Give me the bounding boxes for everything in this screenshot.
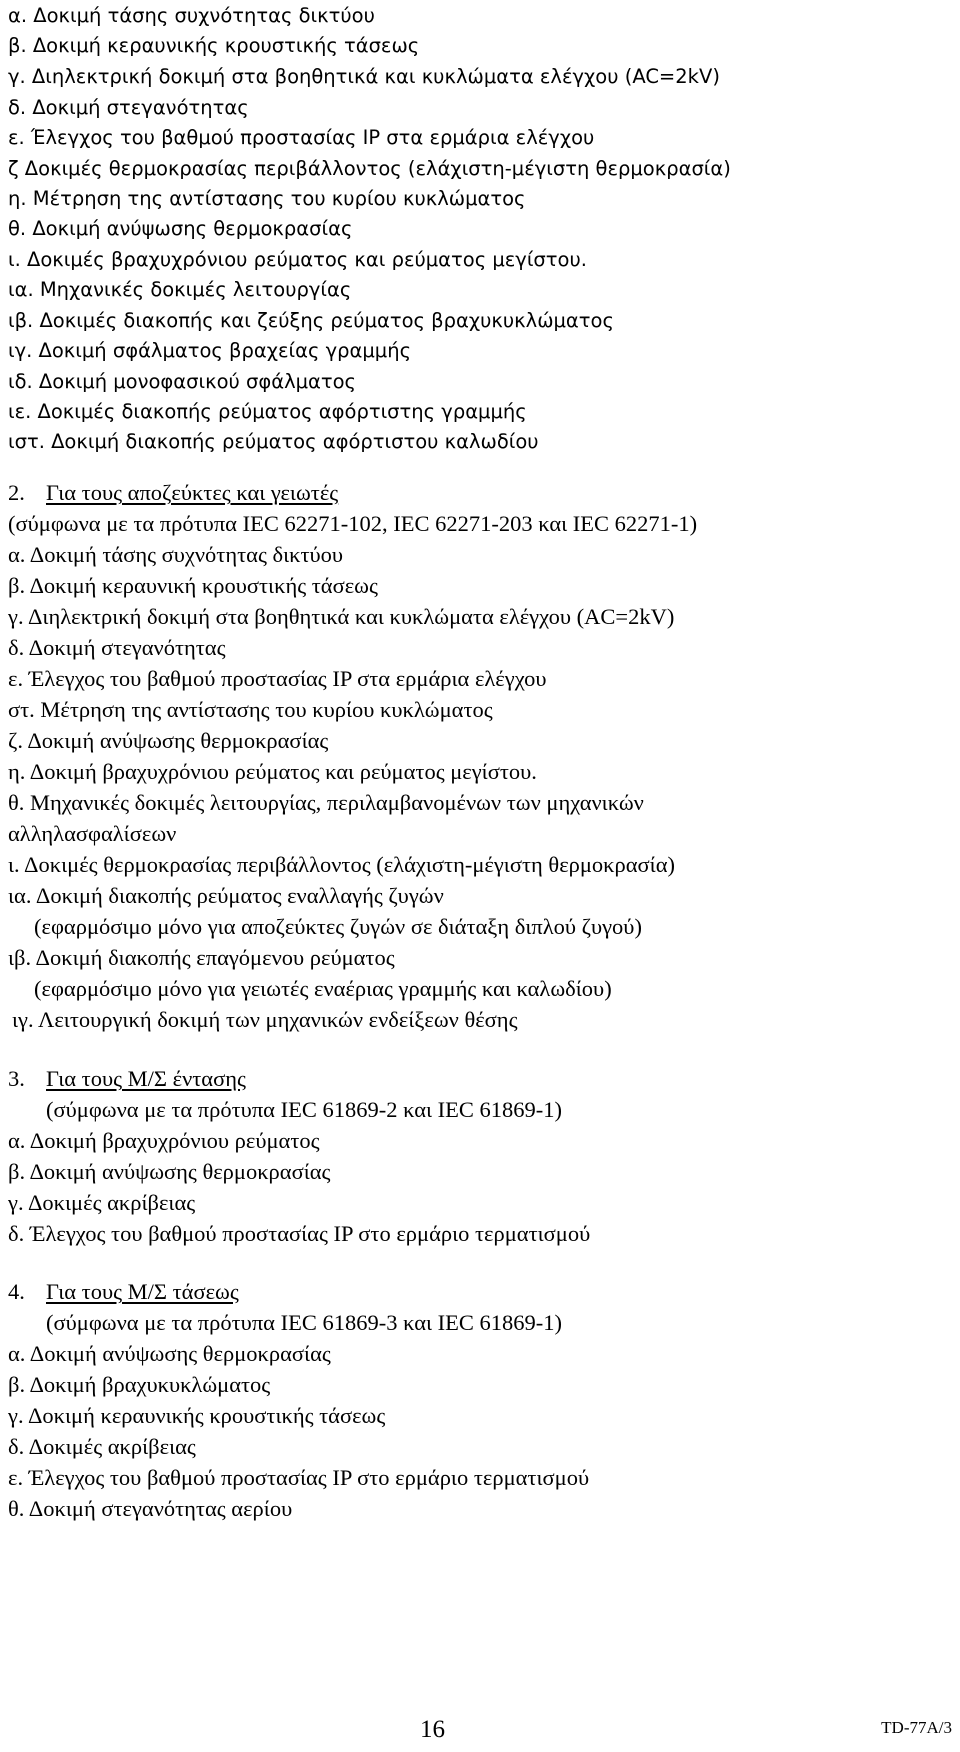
list-item: θ. Μηχανικές δοκιμές λειτουργίας, περιλαμβανομένων των μηχανικών: [8, 790, 644, 815]
list-item: στ. Μέτρηση της αντίστασης του κυρίου κυκλώματος: [8, 697, 493, 722]
section-standards: (σύμφωνα με τα πρότυπα IEC 62271-102, IEC 62271-203 και IEC 62271-1): [8, 511, 698, 536]
section-standards: (σύμφωνα με τα πρότυπα IEC 61869-3 και IEC 61869-1): [46, 1310, 563, 1335]
list-item: ια. Μηχανικές δοκιμές λειτουργίας: [8, 278, 352, 301]
list-item: ιγ. Δοκιμή σφάλματος βραχείας γραμμής: [8, 339, 412, 362]
list-item: δ. Δοκιμή στεγανότητας: [8, 96, 249, 119]
list-item: α. Δοκιμή τάσης συχνότητας δικτύου: [8, 542, 344, 567]
section-standards: (σύμφωνα με τα πρότυπα IEC 61869-2 και IEC 61869-1): [46, 1097, 563, 1122]
list-item: ζ. Δοκιμή ανύψωσης θερμοκρασίας: [8, 728, 329, 753]
list-item: ιβ. Δοκιμές διακοπής και ζεύξης ρεύματος βραχυκυκλώματος: [8, 309, 614, 332]
list-item: γ. Διηλεκτρική δοκιμή στα βοηθητικά και κυκλώματα ελέγχου (AC=2kV): [8, 65, 720, 88]
list-item: ι. Δοκιμές βραχυχρόνιου ρεύματος και ρεύματος μεγίστου.: [8, 248, 587, 271]
list-item: β. Δοκιμή βραχυκυκλώματος: [8, 1372, 271, 1397]
list-item: ιβ. Δοκιμή διακοπής επαγόμενου ρεύματος: [8, 945, 395, 970]
list-item-continuation: αλληλασφαλίσεων: [8, 821, 177, 846]
list-item: α. Δοκιμή βραχυχρόνιου ρεύματος: [8, 1128, 320, 1153]
section-number: 4.: [8, 1279, 25, 1304]
list-item: β. Δοκιμή ανύψωσης θερμοκρασίας: [8, 1159, 331, 1184]
page-number: 16: [420, 1716, 445, 1743]
list-item: α. Δοκιμή τάσης συχνότητας δικτύου: [8, 4, 375, 27]
list-item: γ. Δοκιμή κεραυνικής κρουστικής τάσεως: [8, 1403, 386, 1428]
list-item: ζ Δοκιμές θερμοκρασίας περιβάλλοντος (ελάχιστη-μέγιστη θερμοκρασία): [8, 157, 731, 180]
list-item: γ. Διηλεκτρική δοκιμή στα βοηθητικά και κυκλώματα ελέγχου (AC=2kV): [8, 604, 675, 629]
list-item: ε. Έλεγχος του βαθμού προστασίας IP στα ερμάρια ελέγχου: [8, 126, 595, 149]
list-item: η. Δοκιμή βραχυχρόνιου ρεύματος και ρεύματος μεγίστου.: [8, 759, 537, 784]
list-item-note: (εφαρμόσιμο μόνο για αποζεύκτες ζυγών σε διάταξη διπλού ζυγού): [34, 914, 642, 939]
list-item: η. Μέτρηση της αντίστασης του κυρίου κυκλώματος: [8, 187, 526, 210]
section-heading: Για τους Μ/Σ έντασης: [46, 1066, 246, 1091]
list-item: ια. Δοκιμή διακοπής ρεύματος εναλλαγής ζυγών: [8, 883, 444, 908]
list-item: ε. Έλεγχος του βαθμού προστασίας IP στο ερμάριο τερματισμού: [8, 1465, 590, 1490]
section-heading: Για τους Μ/Σ τάσεως: [46, 1279, 239, 1304]
list-item: ε. Έλεγχος του βαθμού προστασίας IP στα ερμάρια ελέγχου: [8, 666, 547, 691]
list-item: θ. Δοκιμή στεγανότητας αερίου: [8, 1496, 293, 1521]
list-item: δ. Δοκιμές ακρίβειας: [8, 1434, 196, 1459]
list-item: α. Δοκιμή ανύψωσης θερμοκρασίας: [8, 1341, 331, 1366]
list-item: ιγ. Λειτουργική δοκιμή των μηχανικών ενδείξεων θέσης: [12, 1007, 518, 1032]
document-code: TD-77A/3: [881, 1718, 952, 1737]
section-number: 2.: [8, 480, 25, 505]
list-item: ιε. Δοκιμές διακοπής ρεύματος αφόρτιστης γραμμής: [8, 400, 527, 423]
list-item: β. Δοκιμή κεραυνικής κρουστικής τάσεως: [8, 34, 420, 57]
list-item-note: (εφαρμόσιμο μόνο για γειωτές εναέριας γραμμής και καλωδίου): [34, 976, 612, 1001]
list-item: ιδ. Δοκιμή μονοφασικού σφάλματος: [8, 370, 356, 393]
list-item: ι. Δοκιμές θερμοκρασίας περιβάλλοντος (ελάχιστη-μέγιστη θερμοκρασία): [8, 852, 676, 877]
list-item: γ. Δοκιμές ακρίβειας: [8, 1190, 196, 1215]
list-item: δ. Έλεγχος του βαθμού προστασίας IP στο ερμάριο τερματισμού: [8, 1221, 591, 1246]
section-number: 3.: [8, 1066, 25, 1091]
list-item: δ. Δοκιμή στεγανότητας: [8, 635, 226, 660]
list-item: β. Δοκιμή κεραυνική κρουστικής τάσεως: [8, 573, 378, 598]
section-heading: Για τους αποζεύκτες και γειωτές: [46, 480, 339, 505]
list-item: ιστ. Δοκιμή διακοπής ρεύματος αφόρτιστου καλωδίου: [8, 430, 539, 453]
list-item: θ. Δοκιμή ανύψωσης θερμοκρασίας: [8, 217, 353, 240]
